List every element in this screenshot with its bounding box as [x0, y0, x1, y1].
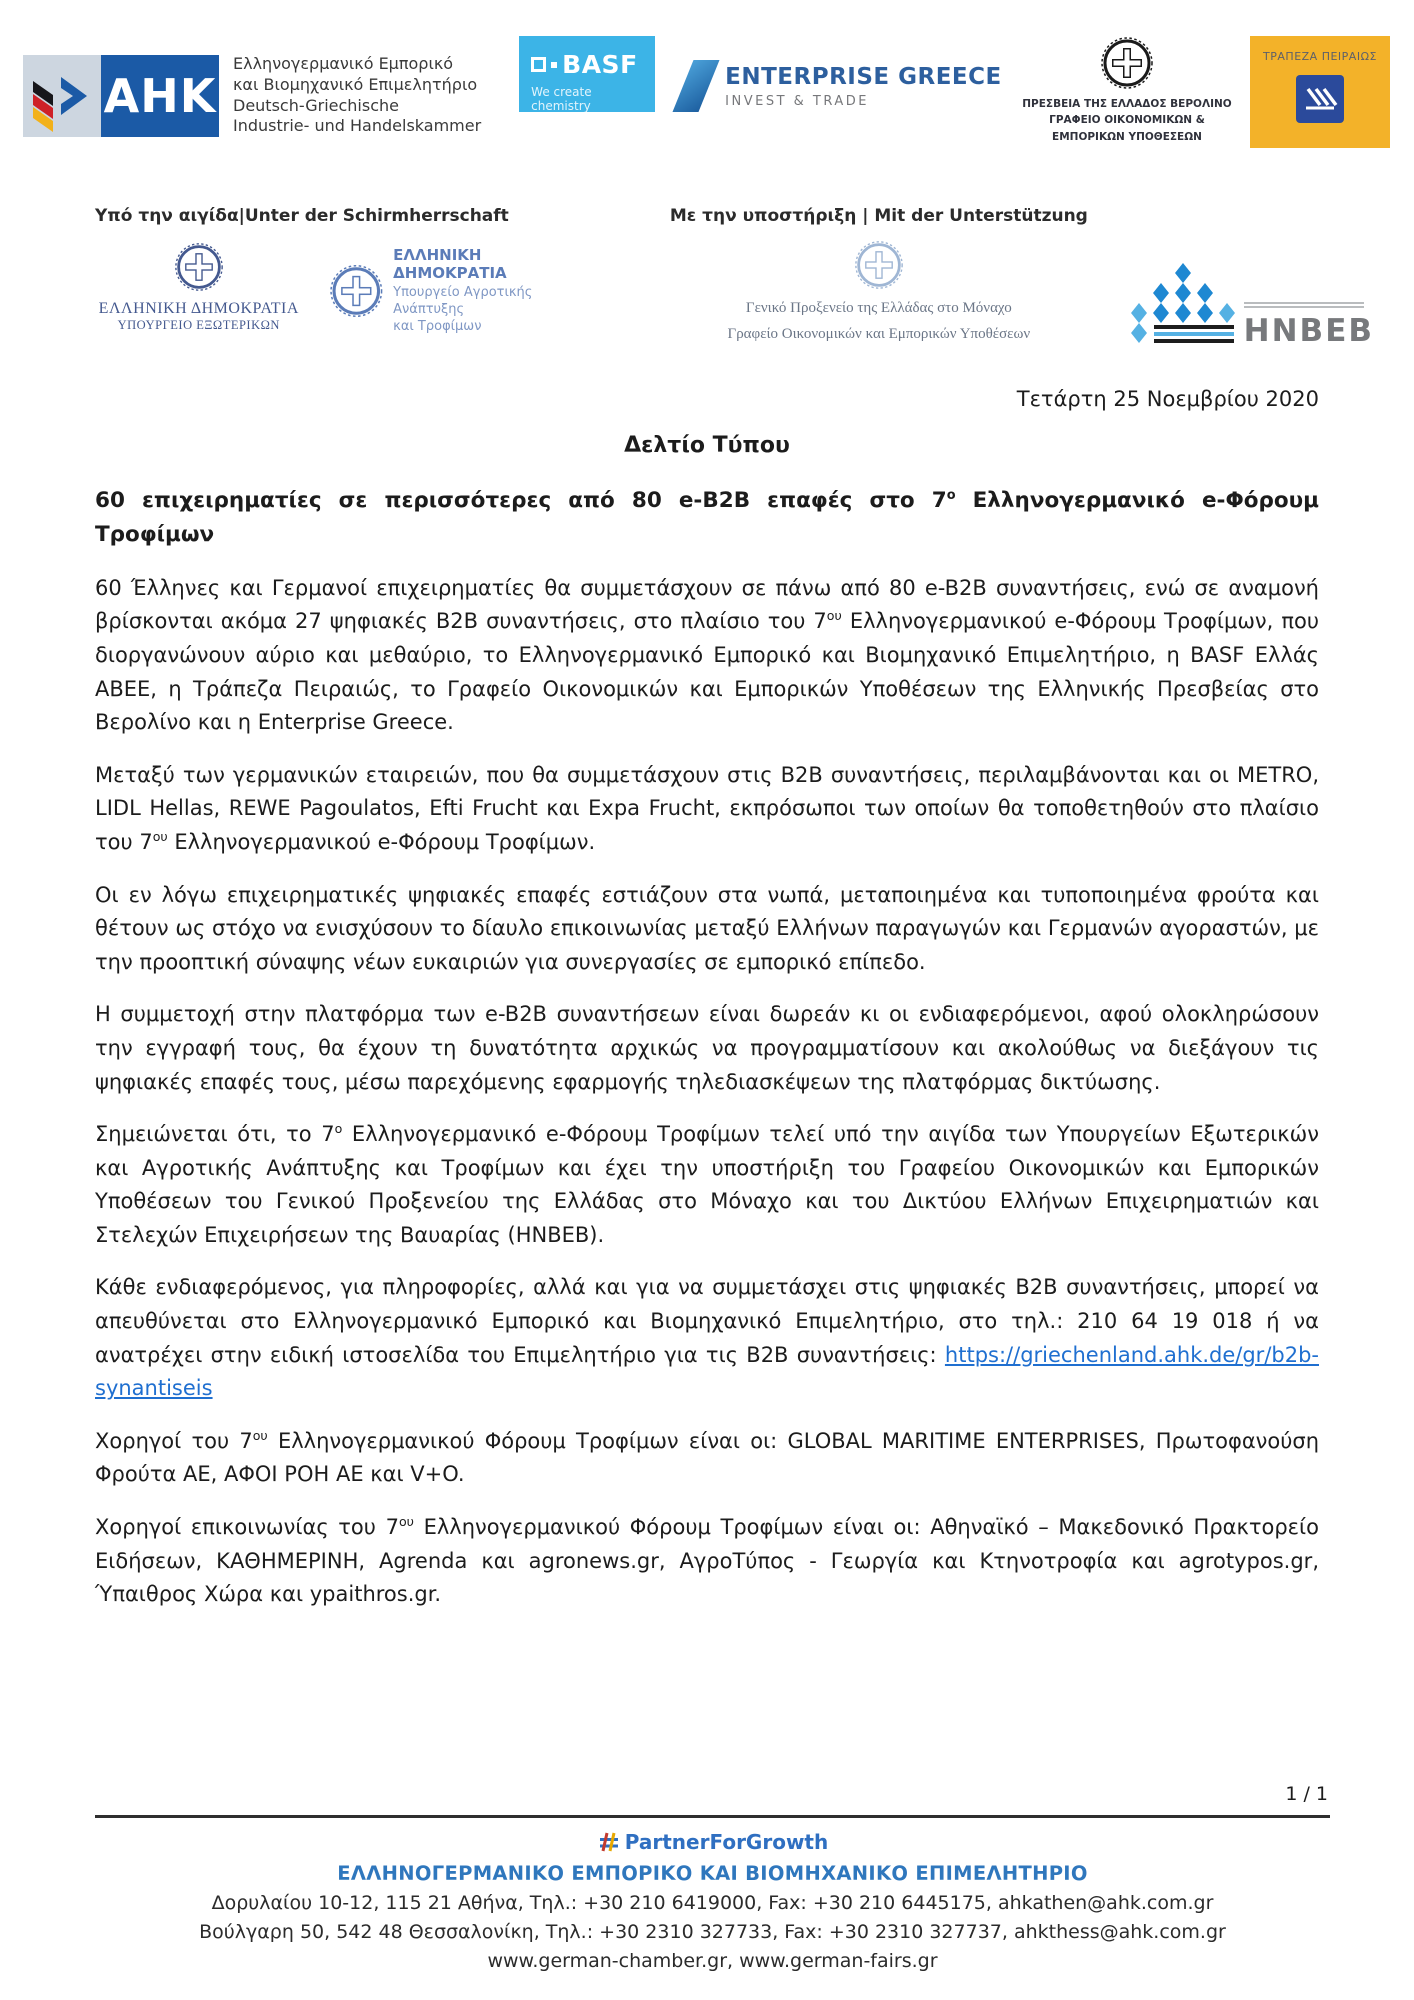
headline — [95, 484, 1319, 553]
aegis-column — [95, 206, 595, 347]
text-segment: Μεταξύ των γερμανικών εταιρειών, που θα συμμετάσχουν στις B2B συναντήσεις, περιλαμβάνονται και οι METRO, LIDL Hellas, REWE Pagoulatos, Efti Frucht και Expa Frucht, εκπρόσωποι των οποίων θα τοποθετηθούν στο πλαίσιο του 7 — [95, 762, 1319, 854]
header-logo-band — [23, 36, 1390, 148]
ahk-logo-text — [233, 54, 481, 137]
greek-emblem-icon — [174, 242, 224, 292]
paragraph-7 — [95, 1425, 1319, 1492]
superscript: ου — [398, 1514, 414, 1530]
consulate-line: Γενικό Προξενείο της Ελλάδας στο Μόναχο — [745, 300, 1012, 316]
paragraph-5 — [95, 1118, 1319, 1252]
superscript: ου — [252, 1427, 268, 1443]
footer-address-athens: Δορυλαίου 10-12, 115 21 Αθήνα, Τηλ.: +30 210 6419000, Fax: +30 210 6445175, ahkathen@ahk.com.gr — [211, 1892, 1214, 1914]
ahk-text-line: και Βιομηχανικό Επιμελητήριο — [233, 74, 478, 94]
greek-emblem-icon — [1100, 36, 1154, 90]
text-segment: Ελληνογερμανικού Φόρουμ Τροφίμων είναι οι: GLOBAL MARITIME ENTERPRISES, Πρωτοφανούση Φρούτα ΑΕ, ΑΦΟΙ ΡΟΗ ΑΕ και V+O. — [95, 1428, 1320, 1487]
greek-emblem-icon — [854, 240, 904, 290]
basf-tagline: We create chemistry — [531, 85, 592, 113]
hnbeb-wordmark: HNBEB — [1243, 313, 1374, 349]
text-segment: Οι εν λόγω επιχειρηματικές ψηφιακές επαφές εστιάζουν στα νωπά, μεταποιημένα και τυποποιημένα φρούτα και θέτουν ως στόχο να ενισχύσουν το δίαυλο επικοινωνίας μεταξύ Ελλήνων παραγωγών και Γερμανών αγοραστών, με την προοπτική σύναψης νέων ευκαιριών για συνεργασίες σε εμπορικό επίπεδο. — [95, 882, 1319, 974]
embassy-text-line: ΕΜΠΟΡΙΚΩΝ ΥΠΟΘΕΣΕΩΝ — [1052, 130, 1202, 143]
partner-for-growth-icon — [597, 1830, 621, 1854]
piraeus-bank-logo — [1250, 36, 1390, 148]
page-number: 1 / 1 — [1285, 1783, 1328, 1805]
footer-address-thessaloniki: Βούλγαρη 50, 542 48 Θεσσαλονίκη, Τηλ.: +30 2310 327733, Fax: +30 2310 327737, ahkthess@ahk.com.gr — [199, 1921, 1226, 1943]
ahk-text-line: Deutsch-Griechische — [233, 95, 399, 115]
page-footer — [95, 1783, 1330, 1972]
text-segment: Ελληνογερμανικού e-Φόρουμ Τροφίμων. — [167, 829, 596, 854]
ahk-logo-mark — [23, 55, 219, 137]
footer-websites: www.german-chamber.gr, www.german-fairs.gr — [487, 1950, 938, 1972]
enterprise-greece-slash-icon — [673, 60, 720, 112]
ahk-text-line: Ελληνογερμανικό Εμπορικό — [233, 54, 454, 73]
greek-emblem-icon — [329, 262, 384, 320]
basf-square-icon — [531, 57, 546, 72]
superscript: ο — [334, 1121, 343, 1137]
hnbeb-caption-lines — [1244, 302, 1374, 312]
b2b-link[interactable]: https://griechenland.ahk.de/gr/b2b-synantiseis — [95, 1342, 1319, 1401]
ministry-agriculture-logo — [329, 246, 595, 336]
enterprise-greece-logo — [683, 60, 1002, 112]
text-segment: 60 επιχειρηματίες σε περισσότερες από 80 e-B2B επαφές στο 7 — [95, 488, 947, 513]
piraeus-bank-icon — [1296, 75, 1344, 123]
german-flag-icon — [23, 55, 101, 137]
partner-for-growth-logo — [95, 1830, 1330, 1854]
support-label: Με την υποστήριξη | Mit der Unterstützung — [669, 206, 1088, 226]
ahk-logo — [23, 54, 481, 137]
enterprise-greece-tagline: INVEST & TRADE — [725, 93, 869, 109]
text-segment: Χορηγοί του 7 — [95, 1428, 253, 1453]
embassy-text-line: ΓΡΑΦΕΙΟ ΟΙΚΟΝΟΜΙΚΩΝ & — [1049, 114, 1205, 127]
embassy-text-line: ΠΡΕΣΒΕΙΑ ΤΗΣ ΕΛΛΑΔΟΣ ΒΕΡΟΛΙΝΟ — [1022, 98, 1232, 110]
enterprise-greece-wordmark: ENTERPRISE GREECE — [725, 63, 1002, 90]
paragraph-1 — [95, 572, 1319, 740]
footer-divider — [95, 1815, 1330, 1818]
agriculture-subtitle-line: και Τροφίμων — [393, 318, 482, 334]
paragraph-4 — [95, 998, 1319, 1099]
hnbeb-icon — [1128, 261, 1238, 347]
document-body — [95, 387, 1319, 1612]
footer-organization-name: ΕΛΛΗΝΟΓΕΡΜΑΝΙΚΟ ΕΜΠΟΡΙΚΟ ΚΑΙ ΒΙΟΜΗΧΑΝΙΚΟ ΕΠΙΜΕΛΗΤΗΡΙΟ — [337, 1862, 1088, 1885]
basf-dot-icon — [551, 62, 557, 68]
ministry-foreign-affairs-logo — [95, 242, 303, 333]
mfa-title: ΕΛΛΗΝΙΚΗ ΔΗΜΟΚΡΑΤΙΑ — [98, 300, 299, 317]
text-segment: Σημειώνεται ότι, το 7 — [95, 1122, 335, 1147]
superscript: ου — [826, 608, 842, 624]
document-type-title: Δελτίο Τύπου — [624, 433, 790, 458]
embassy-berlin-logo — [1022, 36, 1232, 145]
text-segment: Κάθε ενδιαφερόμενος, για πληροφορίες, αλλά και για να συμμετάσχει στις ψηφιακές B2B συναντήσεις, μπορεί να απευθύνεται στο Ελληνογερμανικό Εμπορικό και Βιομηχανικό Επιμελητήριο, στο τηλ.: 210 64 19 018 ή να ανατρέχει στην ειδική ιστοσελίδα του Επιμελητήριο για τις B2B συναντήσεις: — [95, 1275, 1319, 1367]
consulate-line: Γραφείο Οικονομικών και Εμπορικών Υποθέσεων — [727, 325, 1031, 342]
superscript: ο — [946, 487, 956, 503]
agriculture-title: ΕΛΛΗΝΙΚΗ ΔΗΜΟΚΡΑΤΙΑ — [393, 246, 507, 282]
text-segment: Ελληνογερμανικό e-Φόρουμ Τροφίμων τελεί υπό την αιγίδα των Υπουργείων Εξωτερικών και Αγροτικής Ανάπτυξης και Τροφίμων και έχει την υποστήριξη του Γραφείου Οικονομικών και Εμπορικών Υποθέσεων του Γενικού Προξενείου της Ελλάδας στο Μόναχο και του Δικτύου Ελλήνων Επιχειρηματιών και Στελεχών Επιχειρήσεων της Βαυαρίας (HNBEB). — [95, 1122, 1319, 1247]
piraeus-bank-wordmark: ΤΡΑΠΕΖΑ ΠΕΙΡΑΙΩΣ — [1263, 50, 1377, 63]
patronage-band — [95, 206, 1374, 347]
paragraph-8 — [95, 1511, 1319, 1612]
ahk-text-line: Industrie- und Handelskammer — [233, 116, 482, 136]
superscript: ου — [152, 828, 168, 844]
partner-for-growth-wordmark: PartnerForGrowth — [624, 1830, 829, 1854]
paragraph-2 — [95, 759, 1319, 860]
paragraph-3 — [95, 879, 1319, 980]
text-segment: Χορηγοί επικοινωνίας του 7 — [95, 1515, 399, 1540]
text-segment: Ελληνογερμανικού e-Φόρουμ Τροφίμων, που διοργανώνουν αύριο και μεθαύριο, το Ελληνογερμανικό Εμπορικό και Βιομηχανικό Επιμελητήριο, η BASF Ελλάς ΑΒΕΕ, η Τράπεζα Πειραιώς, το Γραφείο Οικονομικών και Εμπορικών Υποθέσεων της Ελληνικής Πρεσβείας στο Βερολίνο και η Enterprise Greece. — [95, 609, 1320, 735]
support-column — [654, 206, 1374, 347]
basf-logo — [519, 36, 655, 112]
text-segment: Η συμμετοχή στην πλατφόρμα των e-B2B συναντήσεων είναι δωρεάν κι οι ενδιαφερόμενοι, αφού ολοκληρώσουν την εγγραφή τους, θα έχουν τη δυνατότητα αρχικώς να προγραμματίσουν και ακολούθως να διεξάγουν τις ψηφιακές επαφές τους, μέσω παρεχόμενης εφαρμογής τηλεδιασκέψεων της πλατφόρμας δικτύωσης. — [95, 1002, 1319, 1094]
agriculture-subtitle-line: Υπουργείο Αγροτικής Ανάπτυξης — [393, 285, 533, 317]
ahk-wordmark: AHK — [101, 55, 219, 137]
paragraph-6 — [95, 1271, 1319, 1405]
mfa-subtitle: ΥΠΟΥΡΓΕΙΟ ΕΞΩΤΕΡΙΚΩΝ — [117, 318, 280, 332]
text-segment: 60 Έλληνες και Γερμανοί επιχειρηματίες θα συμμετάσχουν σε πάνω από 80 e-B2B συναντήσεις, ενώ σε αναμονή βρίσκονται ακόμα 27 ψηφιακές B2B συναντήσεις, στο πλαίσιο του 7 — [95, 575, 1319, 634]
hnbeb-logo — [1128, 254, 1374, 347]
text-segment: Ελληνογερμανικό e-Φόρουμ Τροφίμων — [95, 488, 1319, 548]
aegis-label: Υπό την αιγίδα|Unter der Schirmherrschaft — [95, 206, 509, 226]
document-date: Τετάρτη 25 Νοεμβρίου 2020 — [1016, 387, 1319, 411]
basf-wordmark: BASF — [562, 50, 638, 79]
text-segment: Ελληνογερμανικού Φόρουμ Τροφίμων είναι οι: Αθηναϊκό – Μακεδονικό Πρακτορείο Ειδήσεων, ΚΑΘΗΜΕΡΙΝΗ, Agrenda και agronews.gr, ΑγροΤύπος - Γεωργία και Κτηνοτροφία και agrotypos.gr, Ύπαιθρος Χώρα και ypaithros.gr. — [95, 1515, 1319, 1607]
